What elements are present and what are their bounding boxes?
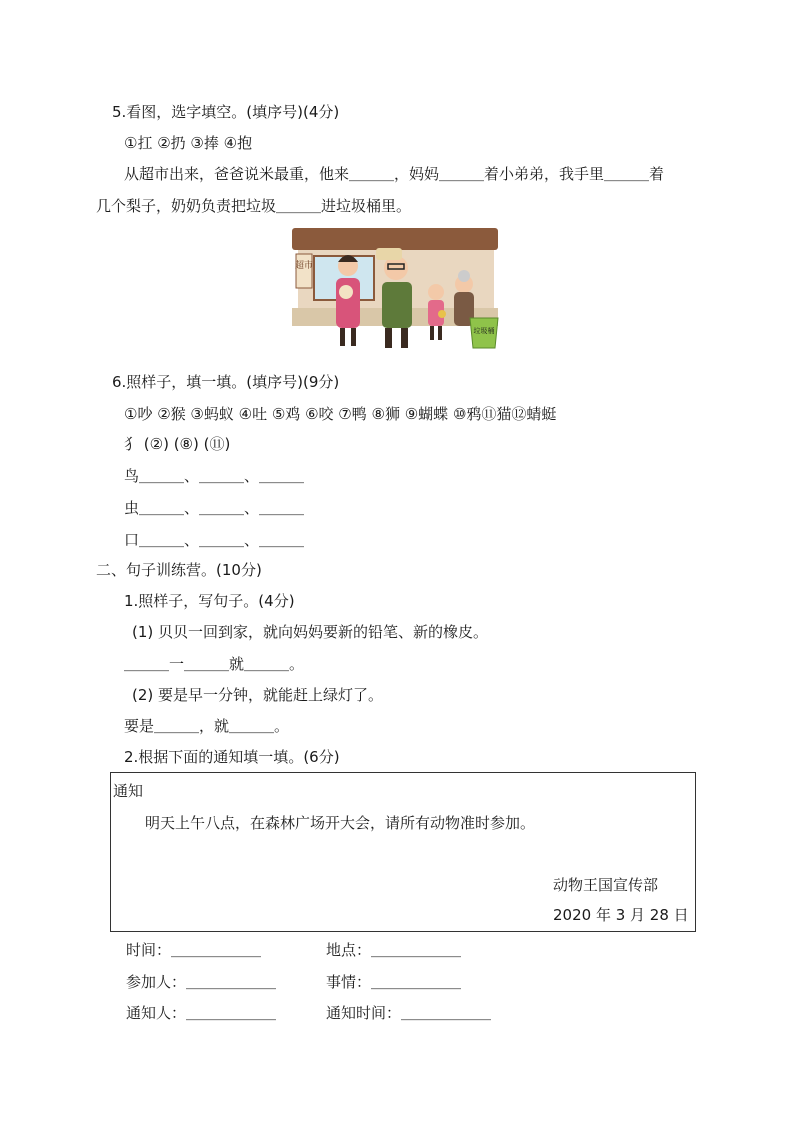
notice-task-title: 2.根据下面的通知填一填。(6分) — [124, 748, 340, 766]
notice-box — [110, 772, 696, 932]
family-supermarket-illustration — [288, 226, 502, 352]
father-leg-right — [401, 328, 408, 348]
grandma-hair — [458, 270, 470, 282]
girl-leg-left — [430, 326, 434, 340]
shop-sign-text: 超市 — [294, 261, 314, 271]
notice-body: 明天上午八点，在森林广场开大会，请所有动物准时参加。 — [145, 814, 536, 832]
question-5-title: 5.看图，选字填空。(填序号)(4分) — [112, 103, 340, 121]
girl-leg-right — [438, 326, 442, 340]
pears — [438, 310, 446, 318]
sentence-answer-1: ＿＿＿一＿＿＿就＿＿＿。 — [124, 655, 305, 673]
field-matter: 事情：＿＿＿＿＿＿ — [326, 973, 462, 991]
question-5-options: ①扛 ②扔 ③捧 ④抱 — [124, 134, 253, 152]
field-notifier: 通知人：＿＿＿＿＿＿ — [126, 1004, 277, 1022]
sentence-task-1-title: 1.照样子，写句子。(4分) — [124, 592, 295, 610]
shop-sign — [296, 254, 312, 288]
sentence-example-2: (2) 要是早一分钟，就能赶上绿灯了。 — [132, 686, 384, 704]
father-body — [382, 282, 412, 328]
field-time: 时间：＿＿＿＿＿＿ — [126, 941, 262, 959]
notice-department: 动物王国宣传部 — [553, 876, 659, 894]
field-place: 地点：＿＿＿＿＿＿ — [326, 941, 462, 959]
question-6-row-bird: 鸟＿＿＿、＿＿＿、＿＿＿ — [124, 467, 305, 485]
mother-leg-left — [340, 328, 345, 346]
section-2-title: 二、句子训练营。(10分) — [96, 561, 262, 579]
field-notice-time: 通知时间：＿＿＿＿＿＿ — [326, 1004, 492, 1022]
field-participants: 参加人：＿＿＿＿＿＿ — [126, 973, 277, 991]
sentence-example-1: (1) 贝贝一回到家，就向妈妈要新的铅笔、新的橡皮。 — [132, 623, 489, 641]
question-6-title: 6.照样子，填一填。(填序号)(9分) — [112, 373, 340, 391]
father-leg-left — [385, 328, 392, 348]
question-6-example: 犭 (②) (⑧) (⑪) — [124, 435, 231, 453]
question-6-row-insect: 虫＿＿＿、＿＿＿、＿＿＿ — [124, 499, 305, 517]
sentence-answer-2: 要是＿＿＿，就＿＿＿。 — [124, 717, 290, 735]
question-6-options: ①吵 ②猴 ③蚂蚁 ④吐 ⑤鸡 ⑥咬 ⑦鸭 ⑧狮 ⑨蝴蝶 ⑩鸦⑪猫⑫蜻蜓 — [124, 405, 557, 423]
trash-bin-label: 垃圾桶 — [473, 327, 495, 335]
girl-head — [428, 284, 444, 300]
rice-bag — [376, 248, 402, 260]
notice-title: 通知 — [113, 782, 144, 800]
question-6-row-mouth: 口＿＿＿、＿＿＿、＿＿＿ — [124, 531, 305, 549]
baby — [339, 285, 353, 299]
question-5-paragraph-line-1: 从超市出来，爸爸说米最重，他来＿＿＿，妈妈＿＿＿着小弟弟，我手里＿＿＿着 — [124, 165, 665, 183]
notice-date: 2020 年 3 月 28 日 — [553, 906, 689, 924]
awning — [292, 228, 498, 250]
mother-leg-right — [351, 328, 356, 346]
question-5-paragraph-line-2: 几个梨子，奶奶负责把垃圾＿＿＿进垃圾桶里。 — [96, 197, 412, 215]
